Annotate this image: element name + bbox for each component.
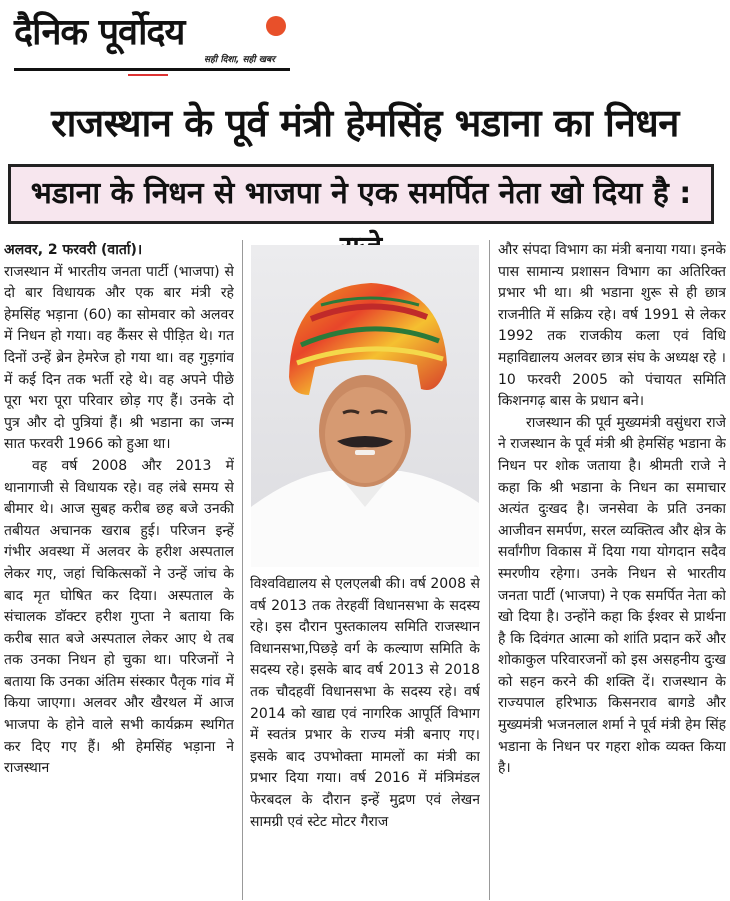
- col1-paragraph-1: राजस्थान में भारतीय जनता पार्टी (भाजपा) से दो बार विधायक और एक बार मंत्री रहे हेमसिंह भड़ाना (60) का सोमवार को अलवर में निधन हो गया। वह कैंसर से पीड़ित थे। गत दिनों उन्हें ब्रेन हेमरेज हो गया था। वह गुड़गांव में कई दिन तक भर्ती रहे थे। वह अपने पीछे पूरा भरा पूरा परिवार छोड़ गए हैं। उनके दो पुत्र और दो पुत्रियां हैं। श्री भडाना का जन्म सात फरवरी 1966 को हुआ था।: [4, 263, 234, 453]
- column-divider: [242, 240, 243, 900]
- masthead: [8, 2, 298, 74]
- article-column-2: [250, 574, 480, 900]
- dateline: अलवर, 2 फरवरी (वार्ता)।: [4, 242, 143, 258]
- portrait-photo: [251, 245, 479, 567]
- portrait-illustration: [251, 245, 479, 567]
- masthead-rule: [14, 68, 290, 71]
- masthead-dot-icon: [266, 16, 286, 36]
- masthead-title: दैनिक पूर्वोदय: [14, 12, 185, 53]
- col2-paragraph-1: विश्वविद्यालय से एलएलबी की। वर्ष 2008 से वर्ष 2013 तक तेरहवीं विधानसभा के सदस्य रहे। इस दौरान पुस्तकालय समिति राजस्थान विधानसभा,पिछड़े वर्ग के कल्याण समिति के सदस्य रहे। इसके बाद वर्ष 2013 से 2018 तक चौदहवीं विधानसभा के सदस्य रहे। वर्ष 2014 को खाद्य एवं नागरिक आपूर्ति विभाग में स्वतंत्र प्रभार के राज्य मंत्री बनाए गए। इसके बाद उपभोक्ता मामलों का मंत्री का प्रभार दिया गया। वर्ष 2016 में मंत्रिमंडल फेरबदल के दौरान इन्हें मुद्रण एवं लेखन सामग्री एवं स्टेट मोटर गैराज: [250, 576, 480, 830]
- article-column-1: [4, 240, 234, 900]
- masthead-accent: [128, 74, 168, 76]
- subheadline-box: [8, 164, 714, 224]
- article-subheadline: भडाना के निधन से भाजपा ने एक समर्पित नेता खो दिया है :: [30, 176, 692, 211]
- article-column-3: [498, 240, 726, 900]
- col3-paragraph-2: राजस्थान की पूर्व मुख्यमंत्री वसुंधरा राजे ने राजस्थान के पूर्व मंत्री श्री हेमसिंह भडाना के निधन पर शोक जताया है। श्रीमती राजे ने कहा कि श्री भडाना के निधन का समाचार अत्यंत दुःखद है। जनसेवा के प्रति उनका आजीवन समर्पण, सरल व्यक्तित्व और क्षेत्र के सर्वांगीण विकास में दिया गया योगदान सदैव स्मरणीय रहेगा। उनके निधन से भारतीय जनता पार्टी (भाजपा) ने एक समर्पित नेता को खो दिया है। उन्होंने कहा कि ईश्वर से प्रार्थना है कि दिवंगत आत्मा को शांति प्रदान करें और शोकाकुल परिवारजनों को इस असहनीय दुःख को सहन करने की शक्ति दें। राजस्थान के राज्यपाल हरिभाऊ किसनराव बागडे और मुख्यमंत्री भजनलाल शर्मा ने पूर्व मंत्री हेम सिंह भडाना के निधन पर गहरा शोक व्यक्त किया है।: [498, 414, 726, 777]
- column-divider: [489, 240, 490, 900]
- article-headline: राजस्थान के पूर्व मंत्री हेमसिंह भडाना का निधन: [51, 101, 679, 145]
- col3-paragraph-1: और संपदा विभाग का मंत्री बनाया गया। इनके पास सामान्य प्रशासन विभाग का अतिरिक्त प्रभार भी था। श्री भडाना शुरू से ही छात्र राजनीति में सक्रिय रहे। वर्ष 1991 से लेकर 1992 तक राजकीय कला एवं विधि महाविद्यालय अलवर छात्र संघ के अध्यक्ष रहे । 10 फरवरी 2005 को पंचायत समिति किशनगढ़ बास के प्रधान बने।: [498, 242, 726, 410]
- masthead-tagline: सही दिशा, सही खबर: [204, 55, 275, 65]
- col1-paragraph-2: वह वर्ष 2008 और 2013 में थानागाजी से विधायक रहे। वह लंबे समय से बीमार थे। आज सुबह करीब छह बजे उनकी तबीयत अचानक खराब हुई। परिजन इन्हें गंभीर अवस्था में अलवर के हरीश अस्पताल लेकर गए, जहां चिकित्सकों ने उन्हें जांच के बाद मृत घोषित कर दिया। अस्पताल के संचालक डॉक्टर हरीश गुप्ता ने बताया कि करीब सात बजे अस्पताल लेकर आए थे तब तक उनका निधन हो चुका था। परिजनों ने बताया कि उनका अंतिम संस्कार पैतृक गांव में किया जाएगा। अलवर और खैरथल में आज भाजपा के होने वाले सभी कार्यक्रम स्थगित कर दिए गए हैं। श्री हेमसिंह भड़ाना ने राजस्थान: [4, 457, 234, 777]
